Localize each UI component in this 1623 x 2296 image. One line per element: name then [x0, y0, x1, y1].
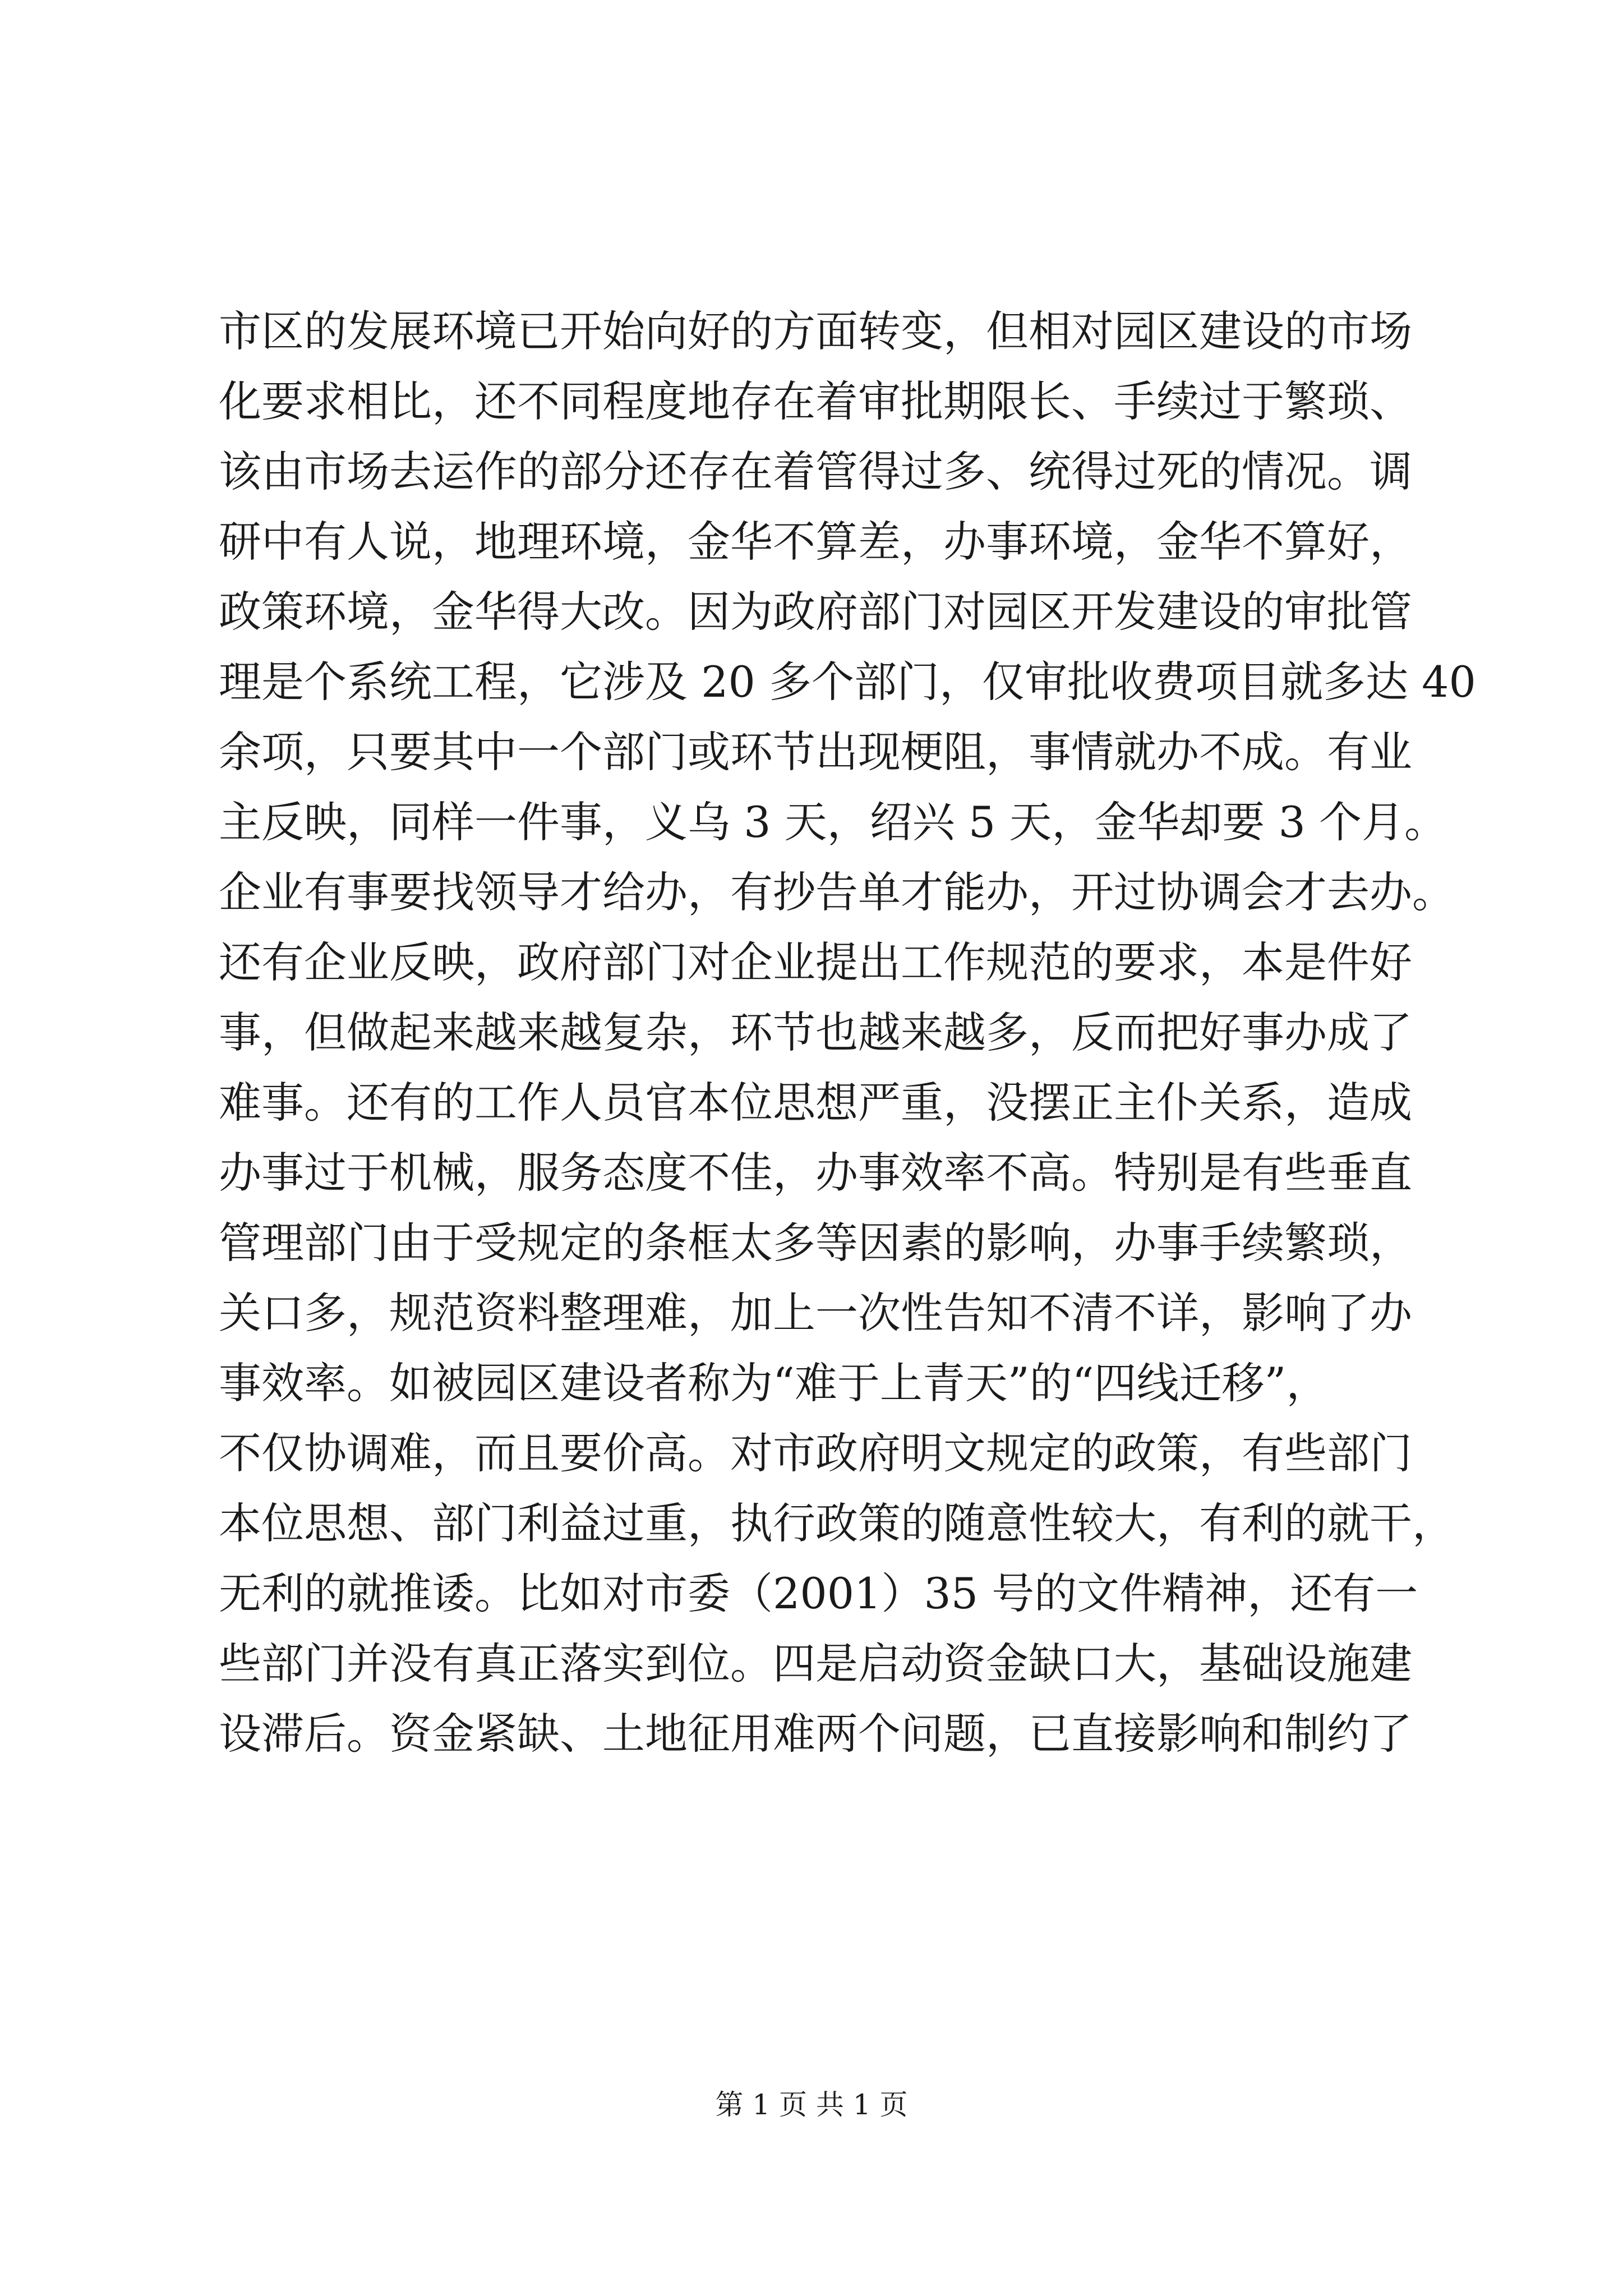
text-line: 设滞后。资金紧缺、土地征用难两个问题，已直接影响和制约了: [219, 1709, 1412, 1759]
page-number: 第 1 页 共 1 页: [715, 2088, 908, 2121]
text-line: 研中有人说，地理环境，金华不算差，办事环境，金华不算好，: [219, 517, 1412, 567]
text-line: 理是个系统工程，它涉及 20 多个部门，仅审批收费项目就多达 40: [219, 657, 1476, 707]
text-line: 管理部门由于受规定的条框太多等因素的影响，办事手续繁琐，: [219, 1218, 1412, 1268]
text-line: 不仅协调难，而且要价高。对市政府明文规定的政策，有些部门: [219, 1428, 1412, 1478]
text-line: 政策环境，金华得大改。因为政府部门对园区开发建设的审批管: [219, 587, 1412, 637]
text-line: 还有企业反映，政府部门对企业提出工作规范的要求，本是件好: [219, 937, 1412, 987]
text-line: 企业有事要找领导才给办，有抄告单才能办，开过协调会才去办。: [219, 867, 1455, 917]
text-line: 余项，只要其中一个部门或环节出现梗阻，事情就办不成。有业: [219, 727, 1412, 777]
text-line: 本位思想、部门利益过重，执行政策的随意性较大，有利的就干，: [219, 1498, 1455, 1548]
text-line: 无利的就推诿。比如对市委（2001）35 号的文件精神，还有一: [219, 1568, 1418, 1618]
text-line: 主反映，同样一件事，义乌 3 天，绍兴 5 天，金华却要 3 个月。: [219, 797, 1447, 847]
text-line: 关口多，规范资料整理难，加上一次性告知不清不详，影响了办: [219, 1288, 1412, 1338]
text-line: 事，但做起来越来越复杂，环节也越来越多，反而把好事办成了: [219, 1007, 1412, 1057]
text-line: 该由市场去运作的部分还存在着管得过多、统得过死的情况。调: [219, 447, 1412, 496]
body-text: [219, 296, 1476, 1769]
text-line: 事效率。如被园区建设者称为“难于上青天”的“四线迁移”，: [219, 1358, 1329, 1408]
text-line: 些部门并没有真正落实到位。四是启动资金缺口大，基础设施建: [219, 1639, 1412, 1688]
text-line: 难事。还有的工作人员官本位思想严重，没摆正主仆关系，造成: [219, 1078, 1412, 1128]
page-footer: [0, 2082, 1623, 2123]
text-line: 化要求相比，还不同程度地存在着审批期限长、手续过于繁琐、: [219, 376, 1412, 426]
text-line: 市区的发展环境已开始向好的方面转变，但相对园区建设的市场: [219, 306, 1412, 356]
text-line: 办事过于机械，服务态度不佳，办事效率不高。特别是有些垂直: [219, 1148, 1412, 1198]
